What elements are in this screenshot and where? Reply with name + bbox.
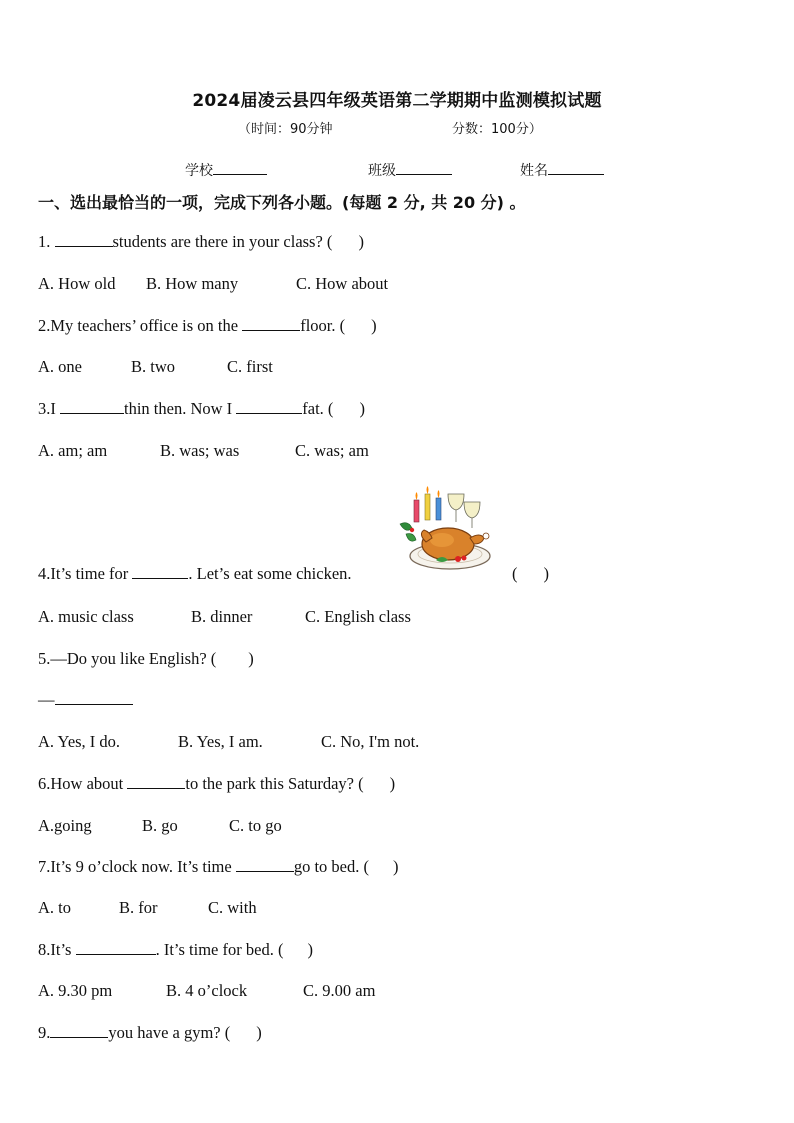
answer-blank[interactable] (55, 690, 133, 705)
option-b[interactable]: B. dinner (191, 607, 253, 626)
answer-blank[interactable] (236, 857, 294, 872)
options-4 (38, 607, 411, 627)
option-b[interactable]: B. go (142, 816, 178, 835)
question-9: 9. you have a gym? ( ) (38, 1023, 262, 1042)
options-7 (38, 898, 257, 918)
option-b[interactable]: B. 4 o’clock (166, 981, 248, 1000)
option-b[interactable]: B. was; was (160, 441, 240, 460)
question-5: 5.—Do you like English? ( ) (38, 649, 254, 668)
class-field[interactable] (368, 160, 452, 180)
name-blank[interactable] (548, 160, 604, 175)
class-label: 班级 (368, 163, 396, 179)
answer-blank[interactable] (76, 940, 156, 955)
page-title: 2024届凌云县四年级英语第二学期期中监测模拟试题 (192, 91, 602, 111)
option-c[interactable]: C. with (208, 898, 257, 917)
question-6: 6.How about to the park this Saturday? ( ) (38, 774, 396, 793)
option-c[interactable]: C. How about (296, 274, 389, 293)
answer-blank[interactable] (242, 316, 300, 331)
name-field[interactable] (520, 160, 604, 180)
option-a[interactable]: A. Yes, I do. (38, 732, 121, 751)
option-c[interactable]: C. was; am (295, 441, 369, 460)
class-blank[interactable] (396, 160, 452, 175)
option-a[interactable]: A. am; am (38, 441, 108, 460)
options-1 (38, 274, 388, 294)
question-1: 1. students are there in your class? ( ) (38, 232, 364, 251)
school-field[interactable] (185, 160, 267, 180)
option-c[interactable]: C. No, I'm not. (321, 732, 420, 751)
answer-blank-2[interactable] (236, 399, 302, 414)
name-label: 姓名 (520, 163, 548, 179)
options-5 (38, 732, 419, 752)
option-a[interactable]: A.going (38, 816, 92, 835)
options-3 (38, 441, 369, 461)
option-a[interactable]: A. 9.30 pm (38, 981, 113, 1000)
options-2 (38, 357, 273, 377)
school-blank[interactable] (213, 160, 267, 175)
option-b[interactable]: B. for (119, 898, 158, 917)
option-c[interactable]: C. to go (229, 816, 282, 835)
roast-chicken-dinner-illustration (396, 486, 500, 576)
answer-blank[interactable] (132, 564, 188, 579)
answer-paren-4[interactable]: ( ) (512, 564, 549, 583)
school-label: 学校 (185, 163, 213, 179)
option-a[interactable]: A. How old (38, 274, 116, 293)
question-3: 3.I thin then. Now I fat. ( ) (38, 399, 365, 418)
answer-blank[interactable] (55, 232, 113, 247)
option-a[interactable]: A. one (38, 357, 82, 376)
answer-blank[interactable] (60, 399, 124, 414)
option-c[interactable]: C. English class (305, 607, 411, 626)
option-c[interactable]: C. first (227, 357, 273, 376)
option-a[interactable]: A. music class (38, 607, 134, 626)
answer-blank[interactable] (127, 774, 185, 789)
option-a[interactable]: A. to (38, 898, 71, 917)
exam-score: 分数：100分） (452, 122, 542, 137)
section-heading: 一、选出最恰当的一项，完成下列各小题。(每题 2 分, 共 20 分) 。 (38, 193, 526, 212)
option-b[interactable]: B. Yes, I am. (178, 732, 263, 751)
option-b[interactable]: B. two (131, 357, 176, 376)
answer-blank[interactable] (50, 1023, 108, 1038)
question-4: 4.It’s time for . Let’s eat some chicken. (38, 564, 352, 583)
question-2: 2.My teachers’ office is on the floor. ( ) (38, 316, 377, 335)
option-b[interactable]: B. How many (146, 274, 239, 293)
option-c[interactable]: C. 9.00 am (303, 981, 376, 1000)
question-8: 8.It’s . It’s time for bed. ( ) (38, 940, 313, 959)
options-6 (38, 816, 282, 836)
answer-line-5: — (38, 690, 133, 710)
question-7: 7.It’s 9 o’clock now. It’s time go to bed. ( ) (38, 857, 399, 876)
options-8 (38, 981, 375, 1001)
exam-time: （时间：90分钟 (238, 122, 333, 137)
